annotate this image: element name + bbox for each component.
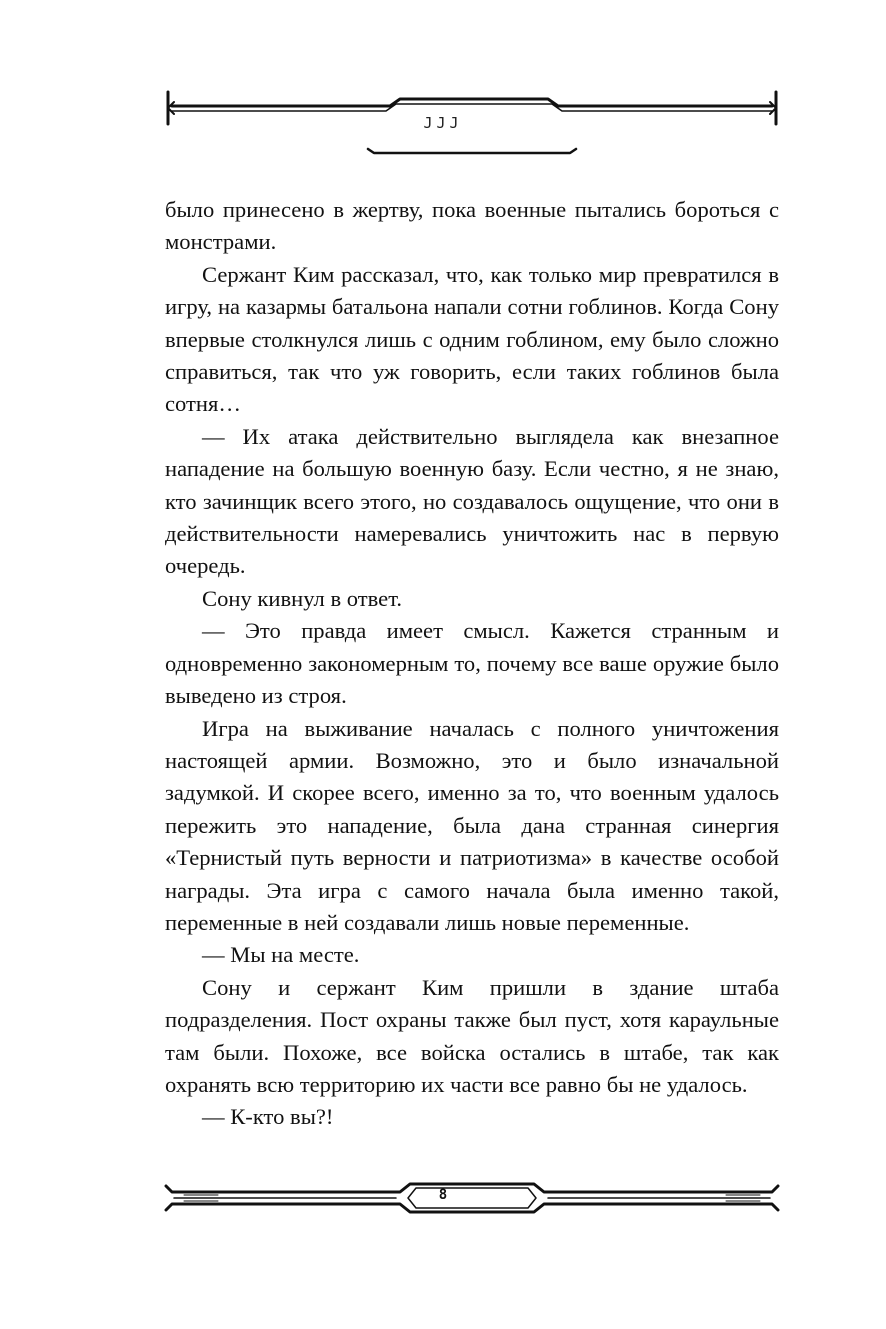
paragraph: — Мы на месте. [202, 942, 360, 968]
paragraph: Игра на выживание началась с полного уничтожения настоящей армии. Возможно, это и было изначальной задумкой. И скорее всего, именно за то, что военным удалось пережить это нападение, была дана странная синергия «Тернистый путь верности и патриотизма» в качестве особой награды. Эта игра с самого начала была именно такой, переменные в ней создавали лишь новые переменные. [165, 715, 779, 935]
paragraph: — Их атака действительно выглядела как внезапное нападение на большую военную базу. Если честно, я не знаю, кто зачинщик всего этого, но создавалось ощущение, что они в действительности намеревались уничтожить нас в первую очередь. [165, 423, 779, 579]
paragraph: Сону и сержант Ким пришли в здание штаба подразделения. Пост охраны также был пуст, хотя караульные там были. Похоже, все войска остались в штабе, так как охранять всю территорию их части все равно бы не удалось. [165, 974, 779, 1097]
paragraph: Сержант Ким рассказал, что, как только мир превратился в игру, на казармы батальона напали сотни гоблинов. Когда Сону впервые столкнулся лишь с одним гоблином, ему было сложно справиться, так что уж говорить, если таких гоблинов была сотня… [165, 261, 779, 417]
paragraph: — Это правда имеет смысл. Кажется странным и одновременно закономерным то, почему все ваше оружие было выведено из строя. [165, 618, 779, 709]
page-number: 8 [438, 1187, 448, 1203]
text-body [165, 194, 779, 1134]
paragraph: — К-кто вы?! [202, 1104, 334, 1130]
chapter-mark: JJJ [423, 114, 463, 132]
paragraph: было принесено в жертву, пока военные пытались бороться с монстрами. [165, 197, 779, 255]
paragraph: Сону кивнул в ответ. [202, 585, 403, 611]
